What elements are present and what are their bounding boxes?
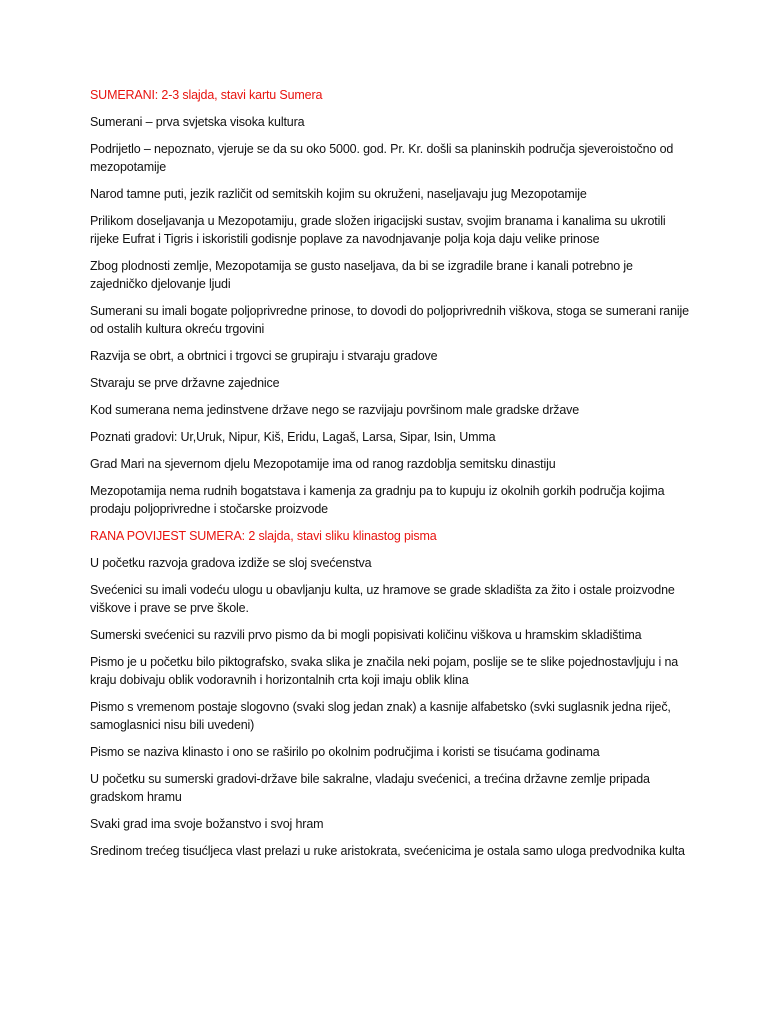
paragraph: Kod sumerana nema jedinstvene države nego se razvijaju površinom male gradske države: [90, 403, 580, 417]
paragraph: Sumerski svećenici su razvili prvo pismo da bi mogli popisivati količinu viškova u hramskim skladištima: [90, 628, 642, 642]
paragraph: U početku razvoja gradova izdiže se sloj svećenstva: [90, 556, 372, 570]
paragraph: Sumerani – prva svjetska visoka kultura: [90, 115, 305, 129]
section-heading-rana-povijest: RANA POVIJEST SUMERA: 2 slajda, stavi sliku klinastog pisma: [90, 529, 437, 543]
paragraph: Svaki grad ima svoje božanstvo i svoj hram: [90, 817, 324, 831]
paragraph: Podrijetlo – nepoznato, vjeruje se da su oko 5000. god. Pr. Kr. došli sa planinskih područja sjeveroistočno od mezopotamije: [90, 142, 674, 174]
paragraph: Grad Mari na sjevernom djelu Mezopotamije ima od ranog razdoblja semitsku dinastiju: [90, 457, 556, 471]
document-page: [90, 86, 690, 869]
paragraph: Pismo je u početku bilo piktografsko, svaka slika je značila neki pojam, poslije se te slike pojednostavljuju i na kraju dobivaju oblik vodoravnih i horizontalnih crta koji imaju oblik klina: [90, 655, 679, 687]
paragraph: Pismo s vremenom postaje slogovno (svaki slog jedan znak) a kasnije alfabetsko (svki suglasnik jedna riječ, samoglasnici nisu bili uvedeni): [90, 700, 671, 732]
paragraph: Stvaraju se prve državne zajednice: [90, 376, 280, 390]
paragraph: Razvija se obrt, a obrtnici i trgovci se grupiraju i stvaraju gradove: [90, 349, 438, 363]
paragraph: Pismo se naziva klinasto i ono se raširilo po okolnim područjima i koristi se tisućama godinama: [90, 745, 600, 759]
paragraph: Mezopotamija nema rudnih bogatstava i kamenja za gradnju pa to kupuju iz okolnih gorkih područja kojima prodaju poljoprivredne i stočarske proizvode: [90, 484, 665, 516]
paragraph: Poznati gradovi: Ur,Uruk, Nipur, Kiš, Eridu, Lagaš, Larsa, Sipar, Isin, Umma: [90, 430, 496, 444]
paragraph: Prilikom doseljavanja u Mezopotamiju, grade složen irigacijski sustav, svojim branama i kanalima su ukrotili rijeke Eufrat i Tigris i iskoristili godisnje poplave za navodnjavanje polja koja daju velike prinose: [90, 214, 666, 246]
paragraph: U početku su sumerski gradovi-države bile sakralne, vladaju svećenici, a trećina državne zemlje pripada gradskom hramu: [90, 772, 650, 804]
section-heading-sumerani: SUMERANI: 2-3 slajda, stavi kartu Sumera: [90, 88, 323, 102]
paragraph: Zbog plodnosti zemlje, Mezopotamija se gusto naseljava, da bi se izgradile brane i kanali potrebno je zajedničko djelovanje ljudi: [90, 259, 633, 291]
paragraph: Narod tamne puti, jezik različit od semitskih kojim su okruženi, naseljavaju jug Mezopotamije: [90, 187, 587, 201]
paragraph: Sredinom trećeg tisućljeca vlast prelazi u ruke aristokrata, svećenicima je ostala samo uloga predvodnika kulta: [90, 844, 685, 858]
paragraph: Sumerani su imali bogate poljoprivredne prinose, to dovodi do poljoprivrednih viškova, stoga se sumerani ranije od ostalih kultura okreću trgovini: [90, 304, 689, 336]
paragraph: Svećenici su imali vodeću ulogu u obavljanju kulta, uz hramove se grade skladišta za žito i ostale proizvodne viškove i prave se prve škole.: [90, 583, 675, 615]
